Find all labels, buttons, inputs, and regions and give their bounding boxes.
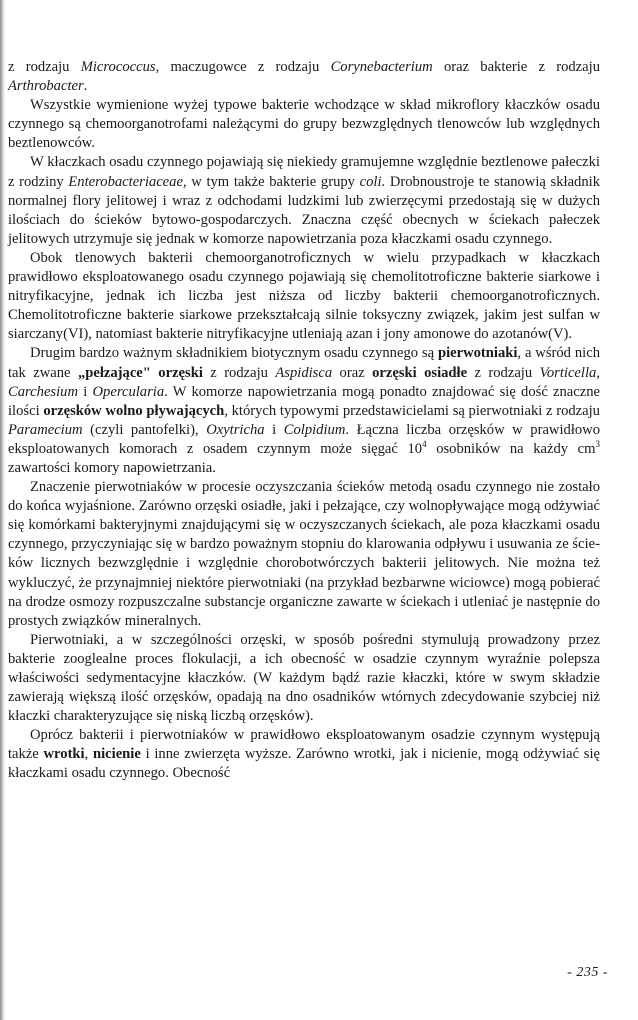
text: , których typowymi przedstawicielami są pierwotniaki z rodzaju [224,402,600,419]
text: Drugim bardzo ważnym składnikiem biotycznym osadu czynnego są [30,345,438,362]
genus-name: Vorticella [539,364,597,381]
bold-term: pierwotniaki [437,345,518,362]
bold-term: nicienie [93,746,141,763]
genus-name: Paramecium [8,421,83,438]
document-page [8,58,600,784]
text: i [264,421,284,438]
text: z rodzaju [202,364,276,381]
genus-name: Oxytricha [206,421,265,438]
genus-name: Colpidium [283,421,346,438]
genus-name: Carchesium [8,383,78,400]
text: oraz bakterie z rodzaju [432,59,600,75]
superscript: 4 [422,438,427,449]
text: . [83,78,88,95]
family-name: Enterobacteriaceae [68,173,183,190]
text: z rodzaju [8,59,81,75]
page-binding-shadow [0,0,5,1020]
species-name: coli [359,173,382,190]
genus-name: Opercularia [92,383,165,400]
text: zawartości komory napowietrzania. [8,459,216,476]
genus-name: Corynebacterium [330,59,433,75]
page-number: - 235 - [567,965,608,980]
genus-name: Micrococcus [80,59,156,75]
text: , a wśród nich tak zwane [8,345,600,381]
bold-term: orzęski osiadłe [372,364,468,381]
superscript: 3 [595,438,600,449]
text: , [84,746,93,763]
text: , maczugowce z rodzaju [155,59,331,75]
paragraph-4: Obok tlenowych bakterii chemoorganotroficznych w wielu przypadkach w kłaczkach prawidłowo eksploatowanego osadu czynnego pojawiają się chemolitotroficzne bakterie siarkowe i nitryfikacyjne, jednak ich liczba jest niższa od liczby bakterii chemoorganotroficznych. Chemolitotroficzne bakterie siarkowe przekształcają silnie toksyczny związek, jakim jest sulfan w siarczany(VI), natomiast bakterie nitryfikacyjne utleniają azan i jony amonowe do azotanów(V). [8,249,600,343]
text: oraz [332,364,373,381]
paragraph-1 [8,58,600,96]
paragraph-3 [8,153,600,248]
text: W kłaczkach osadu czynnego pojawiają się niekiedy gramujemne względnie beztlenowe pałeczki z rodziny [8,154,600,190]
text: (czyli pantofelki), [82,421,207,438]
paragraph-6: Znaczenie pierwotniaków w procesie oczyszczania ścieków metodą osadu czynnego nie zostało do końca wyjaśnione. Zarówno orzęski osiadłe, jaki i pełzające, czy wolnopływające mogą odżywiać się komórkami bakteryjnymi znajdującymi się w oczyszczanych ściekach, ale poza kłaczkami osadu czynnego, przyczyniając się w bardzo poważnym stopniu do klarowania odpływu i usuwania ze ścieków licznych bezwzględnie i względnie chorobotwórczych bakterii jelitowych. Nie można też wykluczyć, że przynajmniej niektóre pierwotniaki (na przykład bezbarwne wiciowce) mogą pobierać na drodze osmozy rozpuszczalne substancje organiczne zawarte w ściekach i utleniać je następnie do prostych związków mineralnych. [8,479,600,629]
genus-name: Aspidisca [275,364,333,381]
paragraph-8 [8,726,600,783]
paragraph-5 [8,344,600,478]
text: Oprócz bakterii i pierwotniaków w prawidłowo eksploatowanym osadzie czynnym występują także [8,727,600,763]
text: z rodzaju [467,364,540,381]
paragraph-2: Wszystkie wymienione wyżej typowe bakterie wchodzące w skład mikroflory kłaczków osadu czynnego są chemoorganotrofami należącymi do grupy bezwzględnych tlenowców lub względnych beztlenowców. [8,97,600,152]
text: . W komorze napowietrzania mogą ponadto znajdować się dość znaczne ilości [8,383,601,419]
bold-term: „pełzające" orzęski [77,364,203,381]
bold-term: wrotki [43,746,85,763]
text: . Drobnoustroje te stanowią składnik normalnej flory jelitowej i wraz z odchodami ludzkimi lub zwierzęcymi przedostają się w dużych ilościach do ścieków bytowo-gospodarczych. Znaczna część obecnych w ściekach pałeczek jelitowych utrzymuje się jednak w komorze napowietrzania poza kłaczkami osadu czynnego. [8,173,600,247]
text: i inne zwierzęta wyższe. Zarówno wrotki, jak i nicienie, mogą odżywiać się kłaczkami osadu czynnego. Obecność [8,746,600,782]
text: . Łączna liczba orzęsków w prawidłowo eksploatowanych komorach z osadem czynnym może sięgać 10 [8,421,601,457]
genus-name: Arthrobacter [8,78,84,95]
bold-term: orzęsków wolno pływających [43,402,225,419]
text: osobników na każdy cm [426,440,596,457]
text: , [596,364,600,381]
text: , w tym także bakterie grupy [182,173,360,190]
paragraph-7: Pierwotniaki, a w szczególności orzęski, w sposób pośredni stymulują prowadzony przez bakterie zooglealne proces flokulacji, a ich obecność w osadzie czynnym wyraźnie polepsza właściwości sedymentacyjne kłaczków. (W każdym bądź razie kłaczki, które w swym składzie zawierają większą ilość orzęsków, opadają na dno osadników wtórnych zdecydowanie szybciej niż kłaczki charakteryzujące się niską liczbą orzęsków). [8,631,600,725]
text: i [78,383,93,400]
